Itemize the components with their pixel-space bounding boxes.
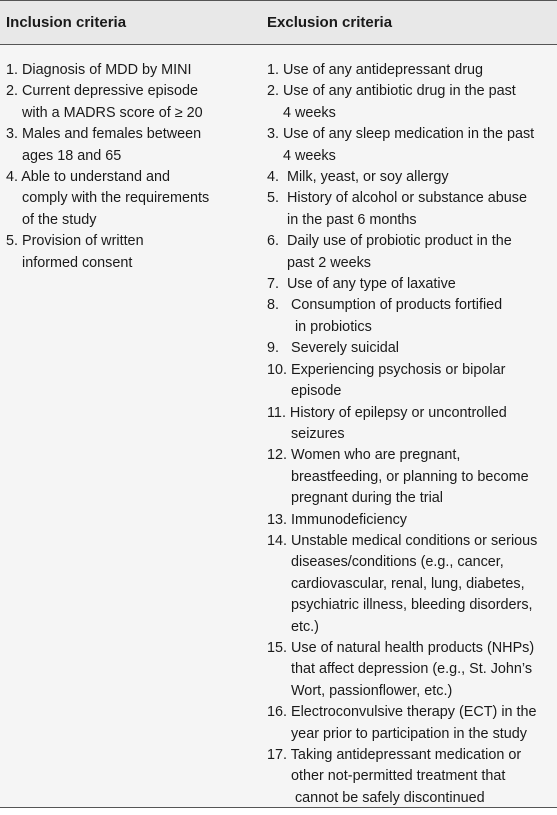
exclusion-item: 3. Use of any sleep medication in the past 4 weeks [267, 126, 535, 164]
exclusion-item: 11. History of epilepsy or uncontrolled seizures [267, 404, 507, 442]
inclusion-criteria-list [6, 60, 246, 274]
inclusion-item: 2. Current depressive episode with a MADRS score of ≥ 20 [6, 83, 203, 121]
exclusion-item: 13. Immunodeficiency [267, 511, 407, 528]
exclusion-item: 4. Milk, yeast, or soy allergy [267, 169, 449, 186]
exclusion-item: 16. Electroconvulsive therapy (ECT) in the year prior to participation in the study [267, 704, 537, 742]
exclusion-item: 8. Consumption of products fortified in probiotics [267, 297, 503, 335]
exclusion-item: 17. Taking antidepressant medication or other not-permitted treatment that cannot be safely discontinued [267, 747, 522, 806]
inclusion-item: 1. Diagnosis of MDD by MINI [6, 62, 192, 78]
exclusion-item: 12. Women who are pregnant, breastfeeding, or planning to become pregnant during the trial [267, 447, 529, 507]
exclusion-item: 2. Use of any antibiotic drug in the past 4 weeks [267, 83, 516, 121]
exclusion-item: 15. Use of natural health products (NHPs) that affect depression (e.g., St. John’s Wort, passionflower, etc.) [267, 639, 535, 699]
exclusion-item: 7. Use of any type of laxative [267, 276, 456, 293]
exclusion-criteria-list [267, 60, 553, 809]
exclusion-item: 6. Daily use of probiotic product in the past 2 weeks [267, 233, 512, 271]
inclusion-criteria-header: Inclusion criteria [6, 14, 127, 31]
exclusion-item: 14. Unstable medical conditions or serious diseases/conditions (e.g., cancer, cardiovascular, renal, lung, diabetes, psychiatric illness, bleeding disorders, etc.) [267, 532, 538, 635]
exclusion-item: 5. History of alcohol or substance abuse in the past 6 months [267, 190, 527, 228]
inclusion-item: 4. Able to understand and comply with the requirements of the study [6, 169, 210, 228]
table-header-row [0, 0, 557, 45]
exclusion-item: 1. Use of any antidepressant drug [267, 62, 483, 78]
inclusion-item: 3. Males and females between ages 18 and 65 [6, 126, 202, 164]
exclusion-item: 9. Severely suicidal [267, 340, 399, 357]
exclusion-criteria-header: Exclusion criteria [267, 14, 393, 31]
inclusion-item: 5. Provision of written informed consent [6, 233, 144, 271]
exclusion-item: 10. Experiencing psychosis or bipolar episode [267, 361, 506, 400]
